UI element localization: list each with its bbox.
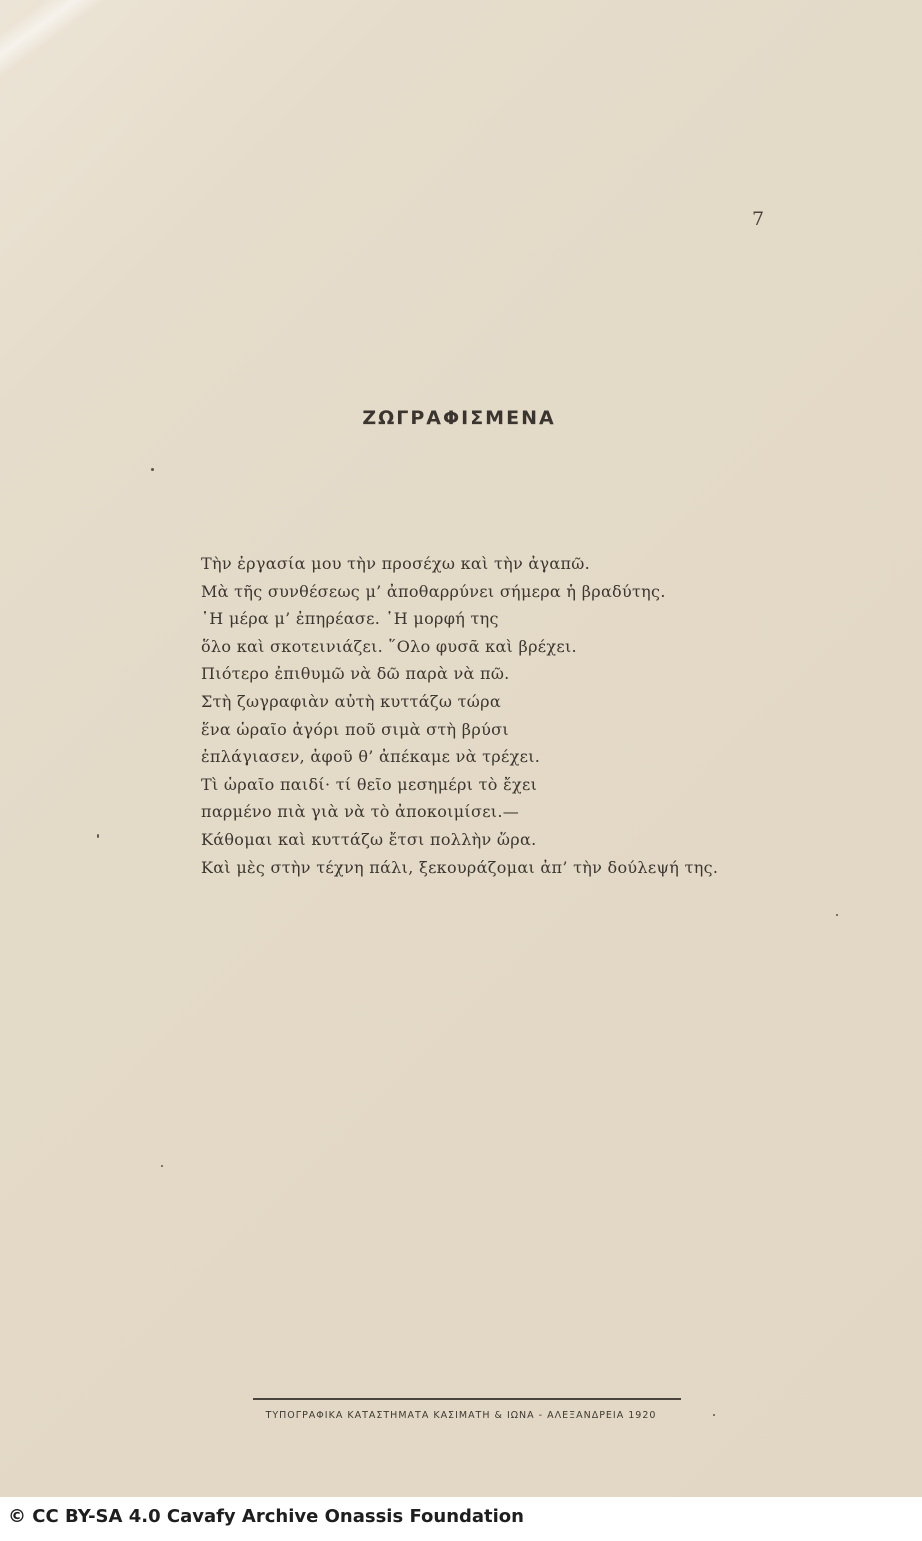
poem-line: Μὰ τῆς συνθέσεως μ’ ἀποθαρρύνει σήμερα ἡ βραδύτης. [201, 581, 666, 601]
paper-fold-highlight [0, 0, 273, 149]
poem-line: Καὶ μὲς στὴν τέχνη πάλι, ξεκουράζομαι ἀπ’ τὴν δούλεψή της. [201, 857, 719, 877]
poem-line: παρμένο πιὰ γιὰ νὰ τὸ ἀποκοιμίσει.— [201, 802, 520, 822]
ink-speck [97, 834, 99, 838]
poem-line: Στὴ ζωγραφιὰν αὐτὴ κυττάζω τώρα [201, 691, 501, 711]
poem-line: Τὶ ὡραῖο παιδί· τί θεῖο μεσημέρι τὸ ἔχει [201, 774, 538, 794]
poem-line: ἐπλάγιασεν, ἀφοῦ θ’ ἀπέκαμε νὰ τρέχει. [201, 747, 541, 767]
ink-speck [151, 468, 154, 471]
poem-line: ὅλο καὶ σκοτεινιάζει. ῞Ολο φυσᾶ καὶ βρέχει. [201, 636, 577, 656]
ink-speck [161, 1165, 163, 1167]
poem-line: ῾Η μέρα μ’ ἐπηρέασε. ῾Η μορφή της [201, 609, 499, 629]
page-number: 7 [752, 208, 765, 230]
archive-credit: © CC BY-SA 4.0 Cavafy Archive Onassis Foundation [8, 1506, 524, 1527]
poem-body [201, 550, 718, 881]
footer-rule [253, 1398, 681, 1400]
printer-imprint: ΤΥΠΟΓΡΑΦΙΚΑ ΚΑΤΑΣΤΗΜΑΤΑ ΚΑΣΙΜΑΤΗ & ΙΩΝΑ - ΑΛΕΞΑΝΔΡΕΙΑ 1920 [265, 1410, 657, 1421]
poem-line: Κάθομαι καὶ κυττάζω ἔτσι πολλὴν ὥρα. [201, 829, 537, 849]
poem-title: ΖΩΓΡΑΦΙΣΜΕΝΑ [362, 407, 556, 429]
poem-line: Πιότερο ἐπιθυμῶ νὰ δῶ παρὰ νὰ πῶ. [201, 664, 510, 684]
poem-line: Τὴν ἐργασία μου τὴν προσέχω καὶ τὴν ἀγαπῶ. [201, 554, 591, 573]
ink-speck [836, 914, 838, 916]
poem-line: ἕνα ὡραῖο ἀγόρι ποῦ σιμὰ στὴ βρύσι [201, 719, 509, 739]
